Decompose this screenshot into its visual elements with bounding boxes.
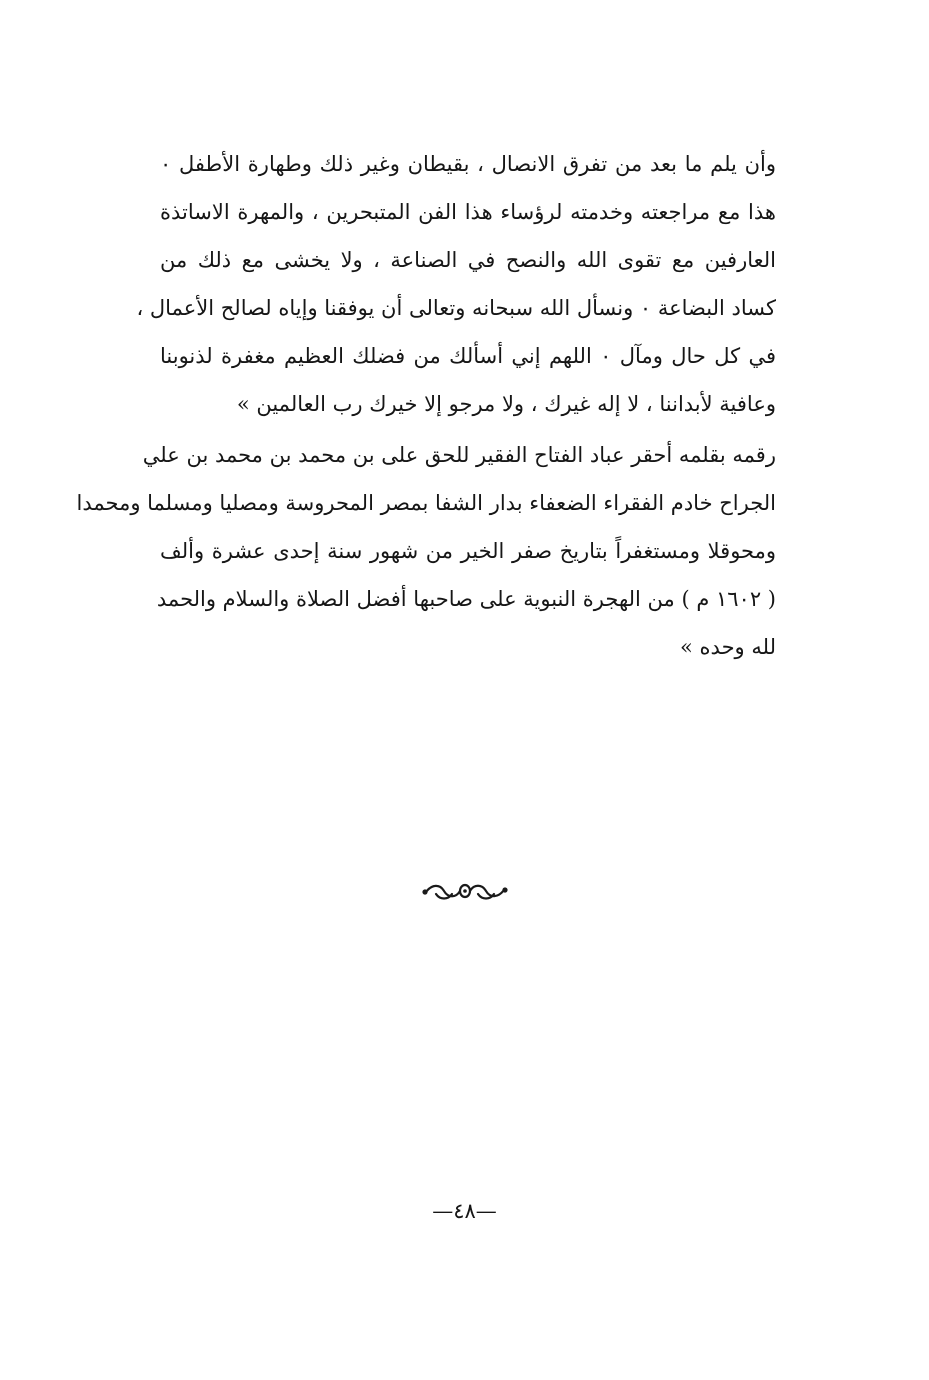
text-line: ( ١٦٠٢ م ) من الهجرة النبوية على صاحبها أفضل الصلاة والسلام والحمد <box>156 587 776 611</box>
text-line: وأن يلم ما بعد من تفرق الانصال ، بقيطان وغير ذلك وطهارة الأطفل ٠ <box>160 152 777 176</box>
text-line: في كل حال ومآل ٠ اللهم إني أسألك من فضلك العظيم مغفرة لذنوبنا <box>160 344 776 368</box>
text-line: لله وحده » <box>680 635 776 659</box>
text-line: وعافية لأبداننا ، لا إله غيرك ، ولا مرجو إلا خيرك رب العالمين » <box>236 392 776 416</box>
text-line: العارفين مع تقوى الله والنصح في الصناعة ، ولا يخشى مع ذلك من <box>160 248 776 272</box>
paragraph-colophon <box>76 431 776 671</box>
decorative-ornament-icon <box>420 878 510 904</box>
text-line: كساد البضاعة ٠ ونسأل الله سبحانه وتعالى أن يوفقنا وإياه لصالح الأعمال ، <box>136 296 776 320</box>
text-line: هذا مع مراجعته وخدمته لرؤساء هذا الفن المتبحرين ، والمهرة الاساتذة <box>160 200 776 224</box>
text-line: رقمه بقلمه أحقر عباد الفتاح الفقير للحق على بن محمد بن محمد بن علي <box>142 443 776 467</box>
paragraph-closing-advice <box>136 140 777 428</box>
page-number: —٤٨— <box>432 1199 497 1223</box>
text-line: الجراح خادم الفقراء الضعفاء بدار الشفا بمصر المحروسة ومصليا ومسلما ومحمدا <box>76 491 776 515</box>
text-line: ومحوقلا ومستغفراً بتاريخ صفر الخير من شهور سنة إحدى عشرة وألف <box>160 539 776 563</box>
